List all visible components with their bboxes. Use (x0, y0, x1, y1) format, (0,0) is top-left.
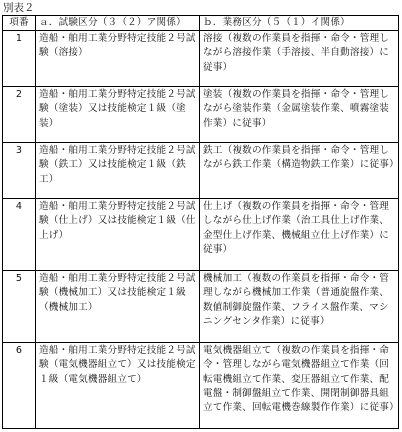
row-exam-category: 造船・舶用工業分野特定技能２号試験（溶接） (36, 31, 200, 87)
header-number: 項番 (3, 16, 36, 31)
table-row (3, 343, 399, 429)
row-work-category: 鉄工（複数の作業員を指揮・命令・管理しながら鉄工作業（構造物鉄工作業）に従事） (200, 143, 399, 199)
classification-table (2, 15, 399, 429)
row-exam-category: 造船・舶用工業分野特定技能２号試験（電気機器組立て）又は技能検定１級（電気機器組立て） (36, 343, 200, 429)
row-work-category: 塗装（複数の作業員を指揮・命令・管理しながら塗装作業（金属塗装作業、噴霧塗装作業）に従事） (200, 87, 399, 143)
table-row (3, 87, 399, 143)
row-number: 3 (3, 143, 36, 199)
row-number: 4 (3, 199, 36, 271)
document-title: 別表２ (3, 2, 35, 14)
table-row (3, 271, 399, 343)
row-number: 5 (3, 271, 36, 343)
row-exam-category: 造船・舶用工業分野特定技能２号試験（鉄工）又は技能検定１級（鉄工） (36, 143, 200, 199)
row-exam-category: 造船・舶用工業分野特定技能２号試験（機械加工）又は技能検定１級（機械加工） (36, 271, 200, 343)
table-row (3, 31, 399, 87)
row-work-category: 溶接（複数の作業員を指揮・命令・管理しながら溶接作業（手溶接、半自動溶接）に従事） (200, 31, 399, 87)
header-exam-category: ａ．試験区分（３（２）ア関係） (36, 16, 200, 31)
document (2, 2, 400, 429)
row-number: 1 (3, 31, 36, 87)
row-exam-category: 造船・舶用工業分野特定技能２号試験（塗装）又は技能検定１級（塗装） (36, 87, 200, 143)
row-work-category: 電気機器組立て（複数の作業員を指揮・命令・管理しながら電気機器組立て作業（回転電機組立て作業、変圧器組立て作業、配電盤・制御盤組立て作業、開閉制御器具組立て作業、回転電機巻線製作作業）に従事） (200, 343, 399, 429)
table-header-row (3, 16, 399, 31)
row-work-category: 機械加工（複数の作業員を指揮・命令・管理しながら機械加工作業（普通旋盤作業、数値制御旋盤作業、フライス盤作業、マシニングセンタ作業）に従事） (200, 271, 399, 343)
row-number: 6 (3, 343, 36, 429)
table-row (3, 143, 399, 199)
row-work-category: 仕上げ（複数の作業員を指揮・命令・管理しながら仕上げ作業（治工具仕上げ作業、金型仕上げ作業、機械組立仕上げ作業）に従事） (200, 199, 399, 271)
row-number: 2 (3, 87, 36, 143)
row-exam-category: 造船・舶用工業分野特定技能２号試験（仕上げ）又は技能検定１級（仕上げ） (36, 199, 200, 271)
header-work-category: ｂ．業務区分（５（１）イ関係） (200, 16, 399, 31)
table-row (3, 199, 399, 271)
